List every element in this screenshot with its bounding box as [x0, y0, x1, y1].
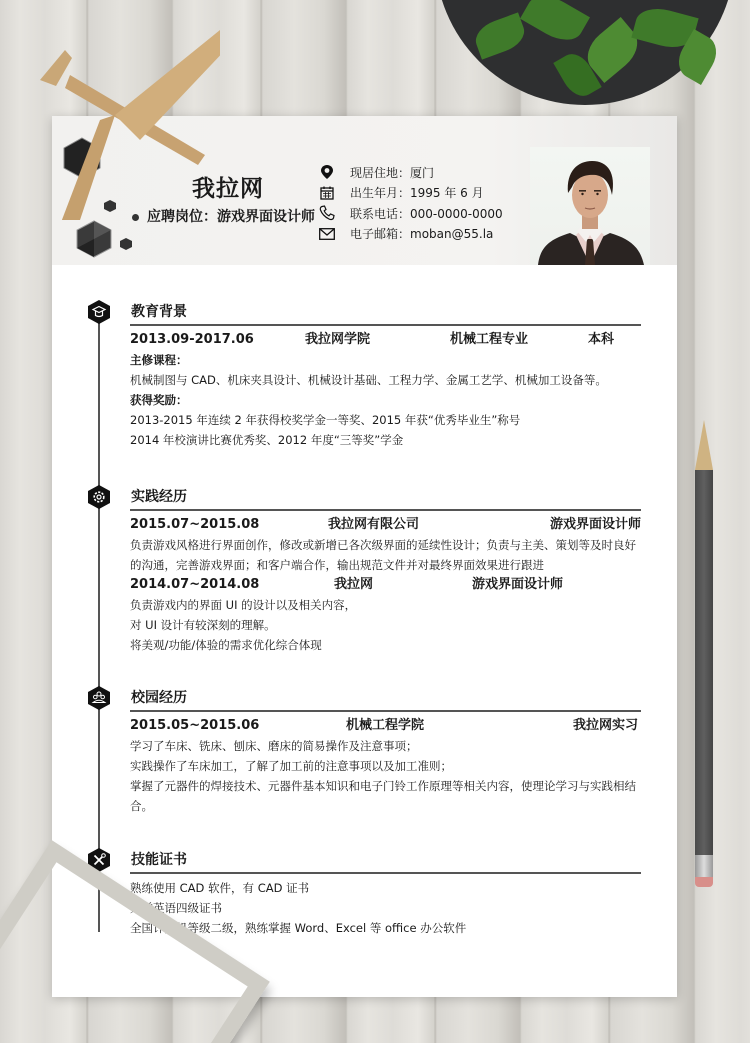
hexagon-decoration-icon	[120, 238, 132, 250]
campus-description-line: 学习了车床、铣床、刨床、磨床的简易操作及注意事项；	[130, 739, 418, 753]
section-divider	[130, 324, 641, 326]
section-divider	[130, 872, 641, 874]
hexagon-decoration-icon	[62, 136, 102, 180]
campus-description-line: 实践操作了车床加工，了解了加工前的注意事项以及加工准则；	[130, 759, 452, 773]
profile-photo	[530, 147, 650, 265]
plant-pot-decoration	[435, 0, 735, 105]
practice-description-line: 将美观/功能/体验的需求优化综合体现	[130, 638, 322, 652]
applied-position: 应聘岗位：游戏界面设计师	[132, 206, 315, 226]
mail-icon	[318, 226, 336, 242]
section-title: 技能证书	[131, 852, 187, 868]
skills-content	[130, 878, 645, 938]
section-campus	[88, 686, 643, 826]
campus-description-line: 合。	[130, 799, 153, 813]
section-divider	[130, 509, 641, 511]
section-practice	[88, 485, 643, 665]
section-divider	[130, 710, 641, 712]
section-title: 校园经历	[131, 690, 187, 706]
phone-icon	[318, 205, 336, 221]
contact-location: 现居住地：厦门	[318, 162, 503, 183]
section-title: 教育背景	[131, 304, 187, 320]
hexagon-decoration-icon	[104, 200, 116, 212]
education-entry-header: 2013.09-2017.06 我拉网学院 机械工程专业 本科	[130, 332, 615, 347]
practice-description-line: 对 UI 设计有较深刻的理解。	[130, 618, 276, 632]
resume-page	[52, 116, 677, 997]
bullet-dot-icon	[132, 214, 139, 221]
practice-entry-header: 2014.07~2014.08 我拉网 游戏界面设计师	[130, 577, 564, 592]
contact-phone: 联系电话：000-0000-0000	[318, 203, 503, 224]
location-pin-icon	[318, 164, 336, 180]
skill-line: 大学英语四级证书	[130, 901, 222, 915]
graduation-cap-icon	[88, 300, 110, 324]
pencil-decoration	[695, 420, 713, 885]
hexagon-decoration-icon	[76, 220, 112, 258]
contact-info	[318, 162, 503, 244]
contact-email: 电子邮箱：moban@55.la	[318, 224, 503, 245]
courses-text: 机械制图与 CAD、机床夹具设计、机械设计基础、工程力学、金属工艺学、机械加工设备等。	[130, 373, 607, 387]
awards-label: 获得奖励：	[130, 393, 188, 407]
practice-description-line: 负责游戏风格进行界面创作，修改或新增已各次级界面的延续性设计；负责与主美、策划等及时良好	[130, 538, 636, 552]
campus-entry-header: 2015.05~2015.06 机械工程学院 我拉网实习	[130, 718, 639, 733]
courses-label: 主修课程：	[130, 353, 188, 367]
award-line: 2014 年校演讲比赛优秀奖、2012 年度“三等奖”学金	[130, 433, 404, 447]
contact-birthdate: 出生年月：1995 年 6 月	[318, 183, 503, 204]
candidate-name: 我拉网	[192, 176, 264, 202]
calendar-icon	[318, 185, 336, 201]
skill-line: 全国计算机等级二级，熟练掌握 Word、Excel 等 office 办公软件	[130, 921, 467, 935]
group-icon	[88, 686, 110, 710]
skill-line: 熟练使用 CAD 软件，有 CAD 证书	[130, 881, 310, 895]
resume-header	[52, 116, 677, 265]
section-title: 实践经历	[131, 489, 187, 505]
gear-icon	[88, 485, 110, 509]
practice-description-line: 负责游戏内的界面 UI 的设计以及相关内容，	[130, 598, 357, 612]
practice-description-line: 的沟通，完善游戏界面；和客户端合作，输出规范文件并对最终界面效果进行跟进	[130, 558, 544, 572]
practice-entry-header: 2015.07~2015.08 我拉网有限公司 游戏界面设计师	[130, 517, 642, 532]
campus-description-line: 掌握了元器件的焊接技术、元器件基本知识和电子门铃工作原理等相关内容，使理论学习与实践相结	[130, 779, 636, 793]
section-education	[88, 300, 643, 460]
practice-content	[130, 515, 645, 655]
award-line: 2013-2015 年连续 2 年获得校奖学金一等奖、2015 年获“优秀毕业生”称号	[130, 413, 521, 427]
education-content	[130, 330, 645, 450]
campus-content	[130, 716, 645, 816]
